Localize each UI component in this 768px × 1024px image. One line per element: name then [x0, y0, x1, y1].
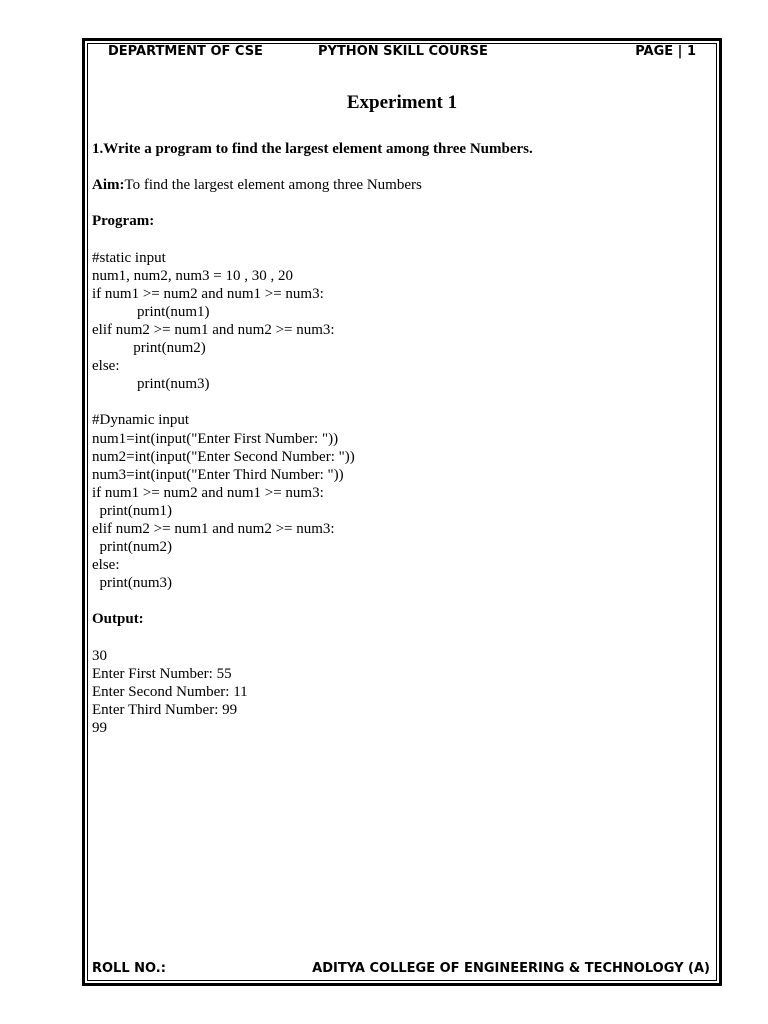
header-course: PYTHON SKILL COURSE: [318, 44, 488, 59]
footer-college-name: ADITYA COLLEGE OF ENGINEERING & TECHNOLOGY (A): [312, 961, 710, 976]
header-page-number: PAGE | 1: [635, 44, 696, 59]
code-line: print(num3): [92, 376, 210, 393]
program-label: Program:: [92, 213, 155, 230]
output-line: Enter Second Number: 11: [92, 683, 248, 700]
output-line: 99: [92, 720, 107, 736]
code-line: else:: [92, 358, 120, 375]
code-line: #Dynamic input: [92, 412, 190, 429]
output-line: Enter Third Number: 99: [92, 701, 238, 718]
aim-label: Aim:: [92, 177, 125, 194]
code-line: elif num2 >= num1 and num2 >= num3:: [92, 520, 335, 537]
output-line: 30: [92, 647, 107, 664]
output-block: [92, 647, 712, 737]
aim-text: To find the largest element among three Numbers: [124, 177, 422, 194]
experiment-title: Experiment 1: [346, 92, 458, 113]
page-footer: [90, 961, 714, 981]
code-line: elif num2 >= num1 and num2 >= num3:: [92, 321, 335, 338]
code-line: if num1 >= num2 and num1 >= num3:: [92, 285, 324, 302]
code-line: num2=int(input("Enter Second Number: ")): [92, 448, 355, 465]
document-body: [92, 140, 712, 737]
code-line: print(num1): [92, 502, 172, 519]
question-text: 1.Write a program to find the largest element among three Numbers.: [92, 141, 533, 157]
output-line: Enter First Number: 55: [92, 665, 232, 682]
code-line: if num1 >= num2 and num1 >= num3:: [92, 484, 324, 501]
header-department: DEPARTMENT OF CSE: [108, 44, 263, 59]
static-code-block: [92, 249, 712, 394]
code-line: num1, num2, num3 = 10 , 30 , 20: [92, 267, 293, 284]
code-line: print(num3): [92, 575, 172, 592]
output-label: Output:: [92, 611, 144, 628]
code-line: print(num2): [92, 340, 206, 357]
code-line: print(num1): [92, 303, 210, 320]
code-line: num1=int(input("Enter First Number: ")): [92, 430, 339, 447]
code-line: #static input: [92, 249, 166, 266]
dynamic-code-block: [92, 411, 712, 592]
page-header: [90, 44, 714, 64]
code-line: else:: [92, 557, 120, 574]
code-line: print(num2): [92, 539, 172, 556]
aim-line: [92, 176, 712, 194]
footer-roll-number: ROLL NO.:: [92, 961, 166, 976]
code-line: num3=int(input("Enter Third Number: ")): [92, 466, 344, 483]
